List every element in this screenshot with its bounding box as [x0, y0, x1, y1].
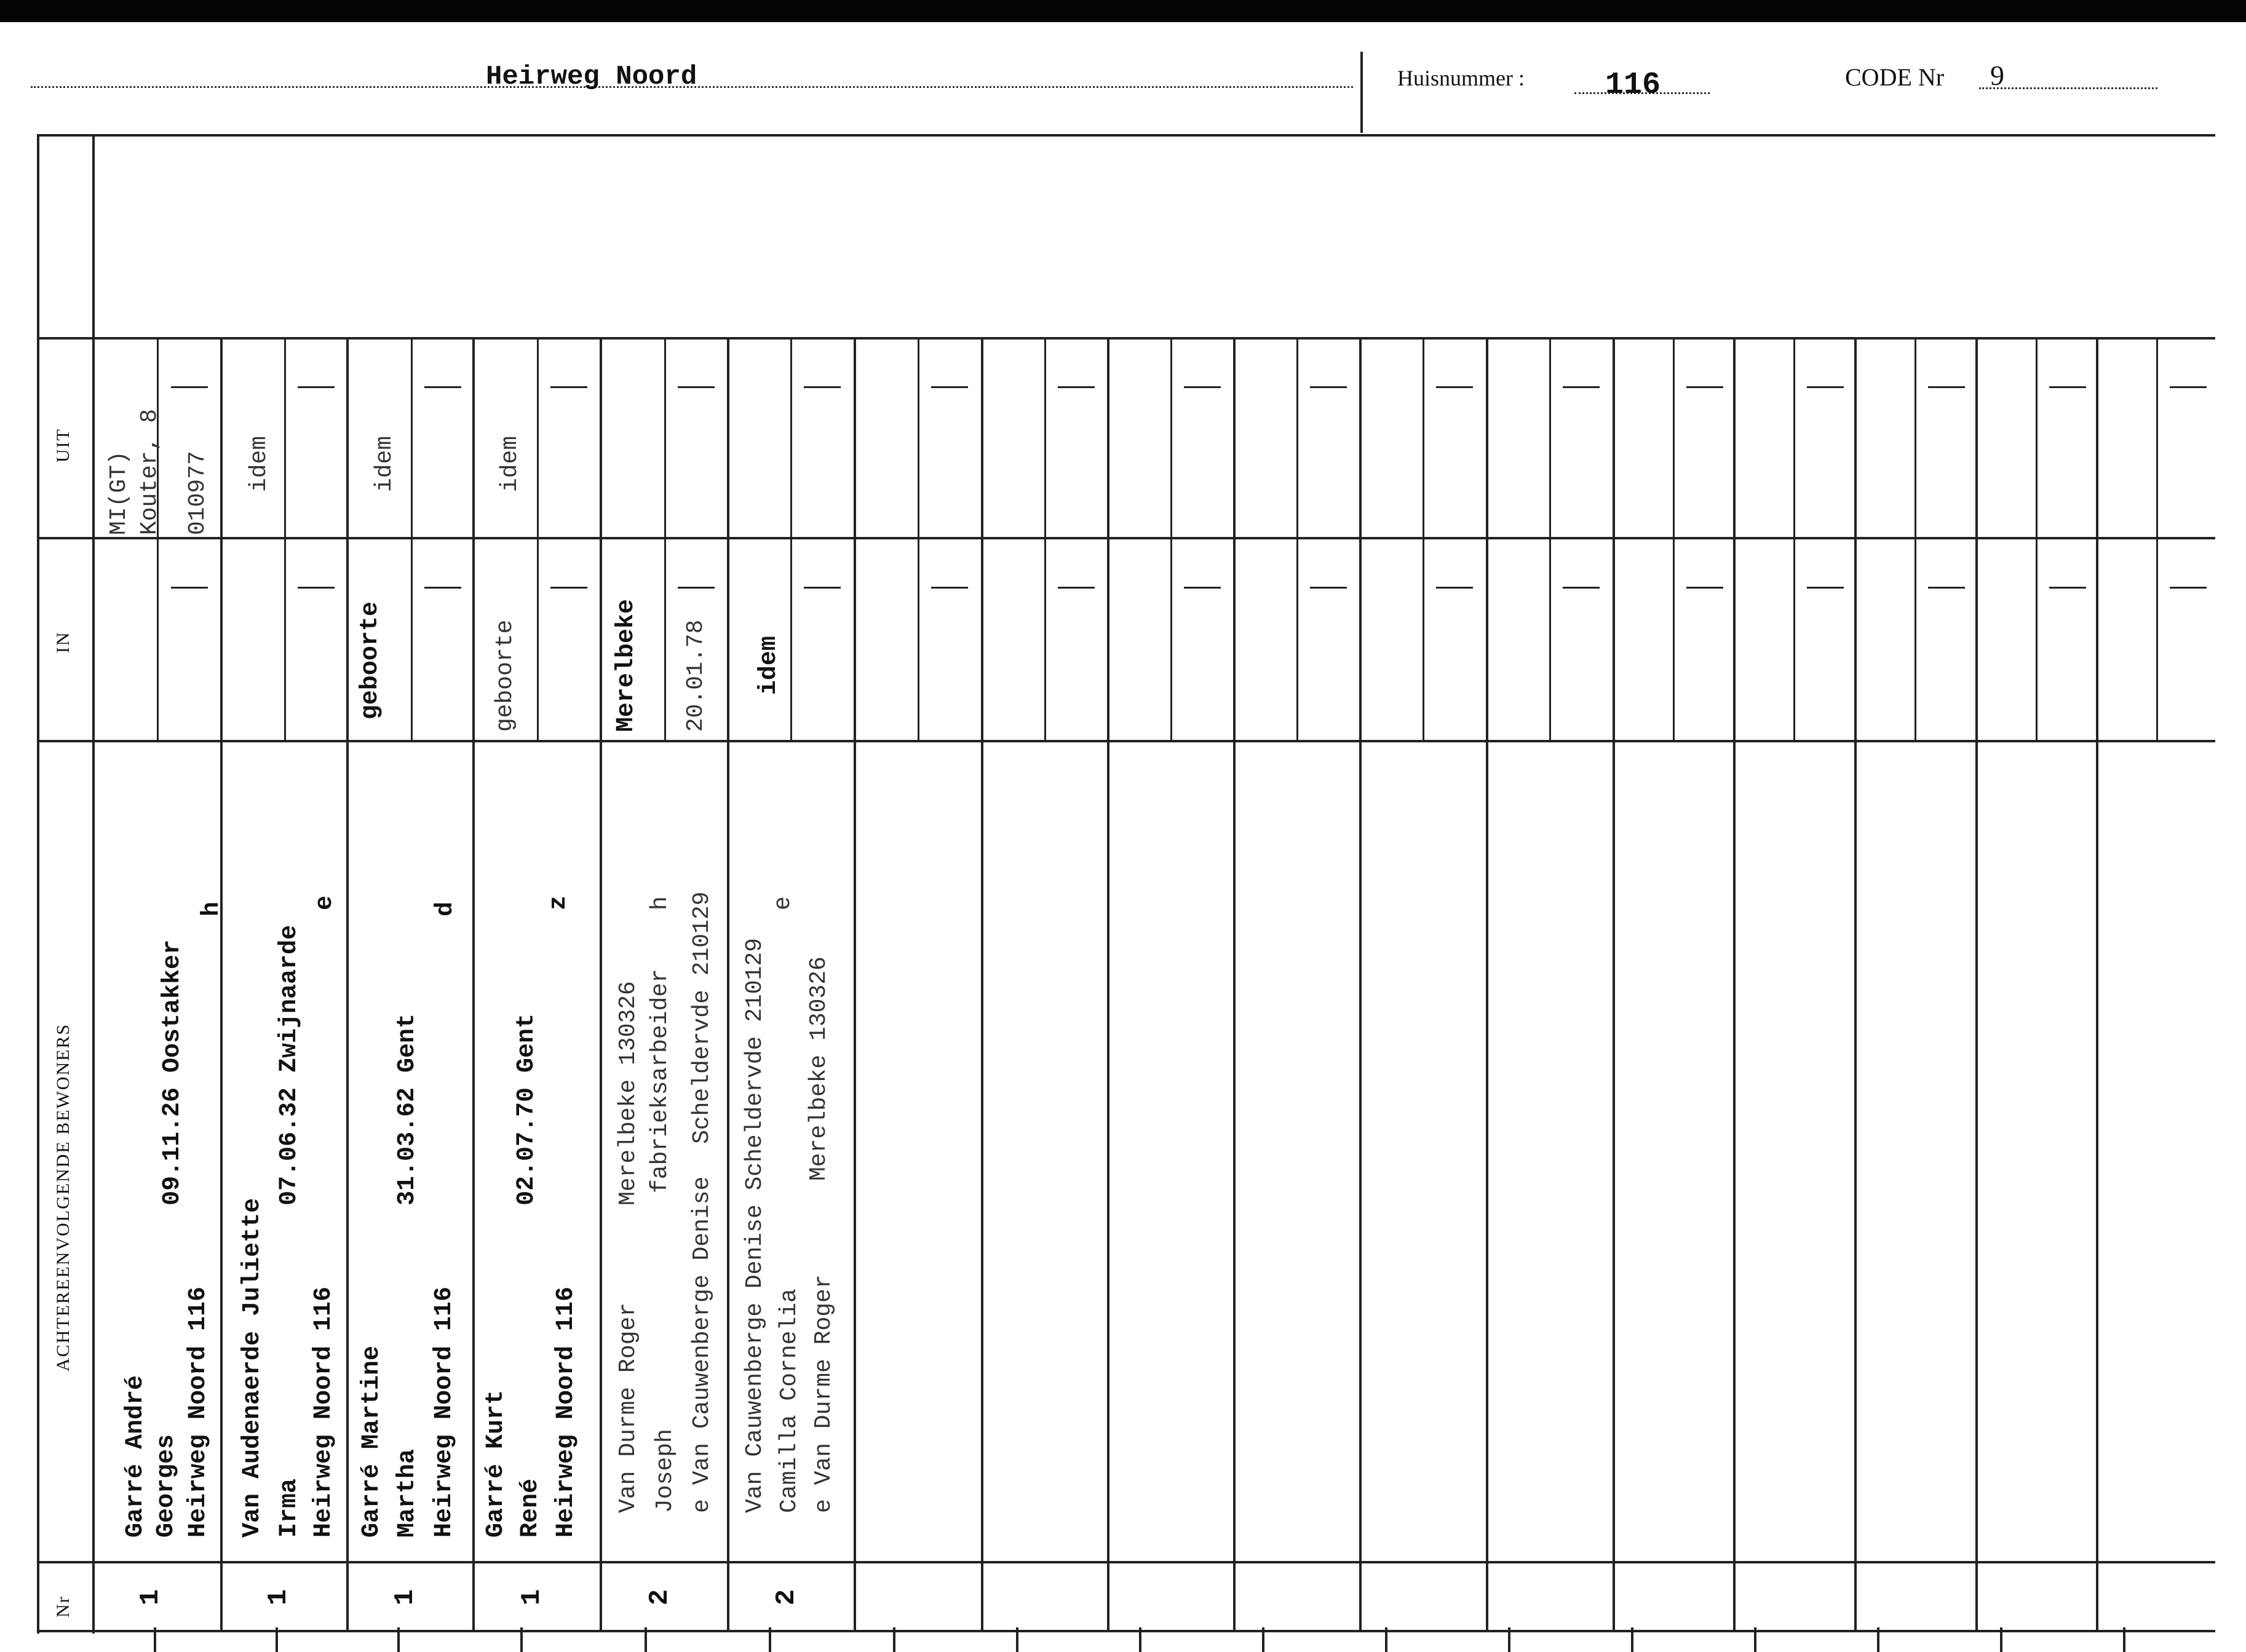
- in-dash: [1686, 587, 1723, 589]
- column-divider: [1233, 337, 1236, 1630]
- column-divider: [727, 337, 729, 1630]
- sub-divider: [1915, 337, 1916, 740]
- in-line: 20.01.78: [683, 619, 709, 732]
- in-dash: [2049, 587, 2086, 589]
- code-dotted-line: [1979, 87, 2157, 89]
- uit-line: idem: [497, 435, 523, 492]
- uit-dash: [931, 386, 968, 388]
- resident-address: Heirweg Noord 116: [310, 1286, 338, 1538]
- in-dash: [804, 587, 841, 589]
- column-divider: [1486, 337, 1488, 1630]
- sub-divider: [2156, 337, 2158, 740]
- uit-dash: [1436, 386, 1473, 388]
- in-dash: [1436, 587, 1473, 589]
- uit-line: MI(GT): [106, 451, 132, 535]
- uit-line: idem: [371, 435, 398, 492]
- in-line: idem: [755, 635, 783, 695]
- code-number: 9: [1990, 60, 2004, 91]
- resident-code: d: [432, 901, 459, 916]
- bottom-mark: [154, 1627, 156, 1652]
- resident-code: h: [198, 901, 226, 916]
- uit-dash: [298, 386, 335, 388]
- bottom-mark: [645, 1627, 647, 1652]
- uit-dash: [424, 386, 461, 388]
- sub-divider: [1296, 337, 1298, 740]
- in-dash: [298, 587, 335, 589]
- in-dash: [1310, 587, 1347, 589]
- resident-name: Van Durme Roger: [615, 1302, 641, 1513]
- header-divider: [1360, 52, 1363, 133]
- resident-name: Garré Martine: [358, 1345, 386, 1538]
- bottom-mark: [1631, 1627, 1633, 1652]
- in-dash: [2170, 587, 2207, 589]
- uit-dash: [1928, 386, 1965, 388]
- uit-dash: [1807, 386, 1844, 388]
- street-name: Heirweg Noord: [486, 62, 697, 92]
- bottom-mark: [1877, 1627, 1879, 1652]
- bottom-mark: [2000, 1627, 2002, 1652]
- uit-dash: [2049, 386, 2086, 388]
- resident-birth: Merelbeke 130326: [806, 956, 832, 1181]
- nr-value: 1: [135, 1589, 167, 1606]
- bottom-mark: [1262, 1627, 1264, 1652]
- uit-dash: [1686, 386, 1723, 388]
- sub-divider: [537, 337, 539, 740]
- uit-dash: [1184, 386, 1221, 388]
- uit-dash: [1058, 386, 1095, 388]
- bottom-mark: [893, 1627, 895, 1652]
- column-divider: [1854, 337, 1857, 1630]
- in-dash: [1563, 587, 1600, 589]
- sub-divider: [664, 337, 666, 740]
- in-label: IN: [53, 631, 73, 653]
- resident-first-names: Irma: [276, 1478, 303, 1538]
- sub-divider: [918, 337, 919, 740]
- uit-label: UIT: [53, 428, 73, 463]
- resident-address: Heirweg Noord 116: [431, 1286, 458, 1538]
- uit-row-top: [37, 337, 2215, 340]
- column-divider: [1359, 337, 1362, 1630]
- sub-divider: [284, 337, 286, 740]
- nr-value: 2: [771, 1589, 803, 1606]
- resident-row-top: [37, 740, 2215, 742]
- bottom-mark: [2123, 1627, 2125, 1652]
- in-row-top: [37, 537, 2215, 539]
- bottom-mark: [520, 1627, 523, 1652]
- bottom-mark: [1016, 1627, 1018, 1652]
- resident-first-names: Camilla Cornelia: [776, 1289, 803, 1513]
- in-line: Merelbeke: [613, 598, 640, 732]
- sub-divider: [411, 337, 413, 740]
- sub-divider: [2036, 337, 2038, 740]
- resident-birth: 02.07.70 Gent: [513, 1013, 541, 1205]
- sub-divider: [1673, 337, 1675, 740]
- uit-dash: [678, 386, 715, 388]
- nr-value: 1: [517, 1589, 548, 1606]
- house-number-label: Huisnummer :: [1397, 66, 1525, 90]
- in-dash: [931, 587, 968, 589]
- in-dash: [1928, 587, 1965, 589]
- resident-name: Garré Kurt: [482, 1389, 510, 1538]
- resident-job: fabrieksarbeider: [647, 969, 673, 1193]
- uit-dash: [550, 386, 587, 388]
- column-divider: [1107, 337, 1109, 1630]
- resident-first-names: René: [517, 1478, 544, 1538]
- resident-first-names: Georges: [153, 1434, 180, 1538]
- resident-address: Heirweg Noord 116: [185, 1286, 212, 1538]
- sub-divider: [1044, 337, 1046, 740]
- in-line: geboorte: [357, 601, 384, 720]
- bottom-mark: [1508, 1627, 1510, 1652]
- resident-code: h: [647, 896, 673, 910]
- column-divider: [220, 337, 223, 1630]
- resident-name: Garré André: [122, 1375, 149, 1538]
- column-divider: [1613, 337, 1615, 1630]
- bottom-mark: [276, 1627, 278, 1652]
- table-bottom-border: [37, 1630, 2215, 1632]
- sub-divider: [1793, 337, 1795, 740]
- uit-dash: [1563, 386, 1600, 388]
- bottom-mark: [1139, 1627, 1141, 1652]
- bottom-mark: [1754, 1627, 1756, 1652]
- uit-dash: [1310, 386, 1347, 388]
- column-divider: [1733, 337, 1736, 1630]
- sub-divider: [1549, 337, 1551, 740]
- resident-birth: 07.06.32 Zwijnaarde: [276, 924, 303, 1205]
- column-divider: [2096, 337, 2098, 1630]
- house-number: 116: [1605, 68, 1661, 103]
- bottom-mark: [1385, 1627, 1387, 1652]
- in-dash: [678, 587, 715, 589]
- resident-first-names: Joseph: [652, 1429, 678, 1513]
- uit-line: Kouter, 8: [137, 408, 163, 535]
- uit-dash: [804, 386, 841, 388]
- sub-divider: [1423, 337, 1424, 740]
- in-dash: [1058, 587, 1095, 589]
- column-divider: [854, 337, 856, 1630]
- resident-birth: 31.03.62 Gent: [394, 1013, 421, 1205]
- nr-row-top: [37, 1561, 2215, 1563]
- resident-code: e: [770, 896, 796, 910]
- column-divider: [1975, 337, 1978, 1630]
- resident-code: z: [545, 895, 573, 910]
- uit-dash: [2170, 386, 2207, 388]
- uit-line: 010977: [185, 451, 211, 535]
- in-dash: [1184, 587, 1221, 589]
- resident-spouse: e Van Cauwenberge Denise: [689, 1176, 715, 1513]
- in-line: geboorte: [492, 619, 518, 732]
- resident-spouse: e Van Durme Roger: [811, 1274, 837, 1513]
- nr-label: Nr: [53, 1595, 73, 1618]
- sub-divider: [157, 337, 159, 740]
- uit-dash: [171, 386, 208, 388]
- in-dash: [424, 587, 461, 589]
- in-dash: [171, 587, 208, 589]
- in-dash: [1807, 587, 1844, 589]
- uit-line: idem: [246, 435, 272, 492]
- top-edge-bar: [0, 0, 2246, 22]
- in-dash: [550, 587, 587, 589]
- nr-value: 2: [645, 1589, 676, 1606]
- resident-first-names: Martha: [394, 1448, 421, 1538]
- resident-name: Van Cauwenberge Denise Scheldervde 210129: [742, 938, 768, 1513]
- column-divider: [346, 337, 349, 1630]
- bottom-mark: [769, 1627, 771, 1652]
- resident-name: Van Audenaerde Juliette: [239, 1197, 266, 1538]
- label-column-border: [92, 134, 95, 1634]
- table-top-border: [37, 134, 2215, 137]
- resident-address: Heirweg Noord 116: [552, 1286, 580, 1538]
- nr-value: 1: [390, 1589, 421, 1606]
- sub-divider: [790, 337, 792, 740]
- column-divider: [981, 337, 983, 1630]
- nr-value: 1: [263, 1589, 295, 1606]
- resident-birth: 09.11.26 Oostakker: [159, 939, 186, 1205]
- column-divider: [600, 337, 602, 1630]
- bottom-mark: [397, 1627, 400, 1652]
- table-left-border: [37, 134, 39, 1634]
- sub-divider: [1170, 337, 1172, 740]
- column-divider: [472, 337, 475, 1630]
- resident-birth: Merelbeke 130326: [615, 981, 641, 1205]
- resident-code: e: [311, 895, 339, 910]
- resident-extra: Scheldervde 210129: [689, 891, 715, 1144]
- residents-label: ACHTEREENVOLGENDE BEWONERS: [53, 1023, 73, 1372]
- code-label: CODE Nr: [1845, 63, 1945, 91]
